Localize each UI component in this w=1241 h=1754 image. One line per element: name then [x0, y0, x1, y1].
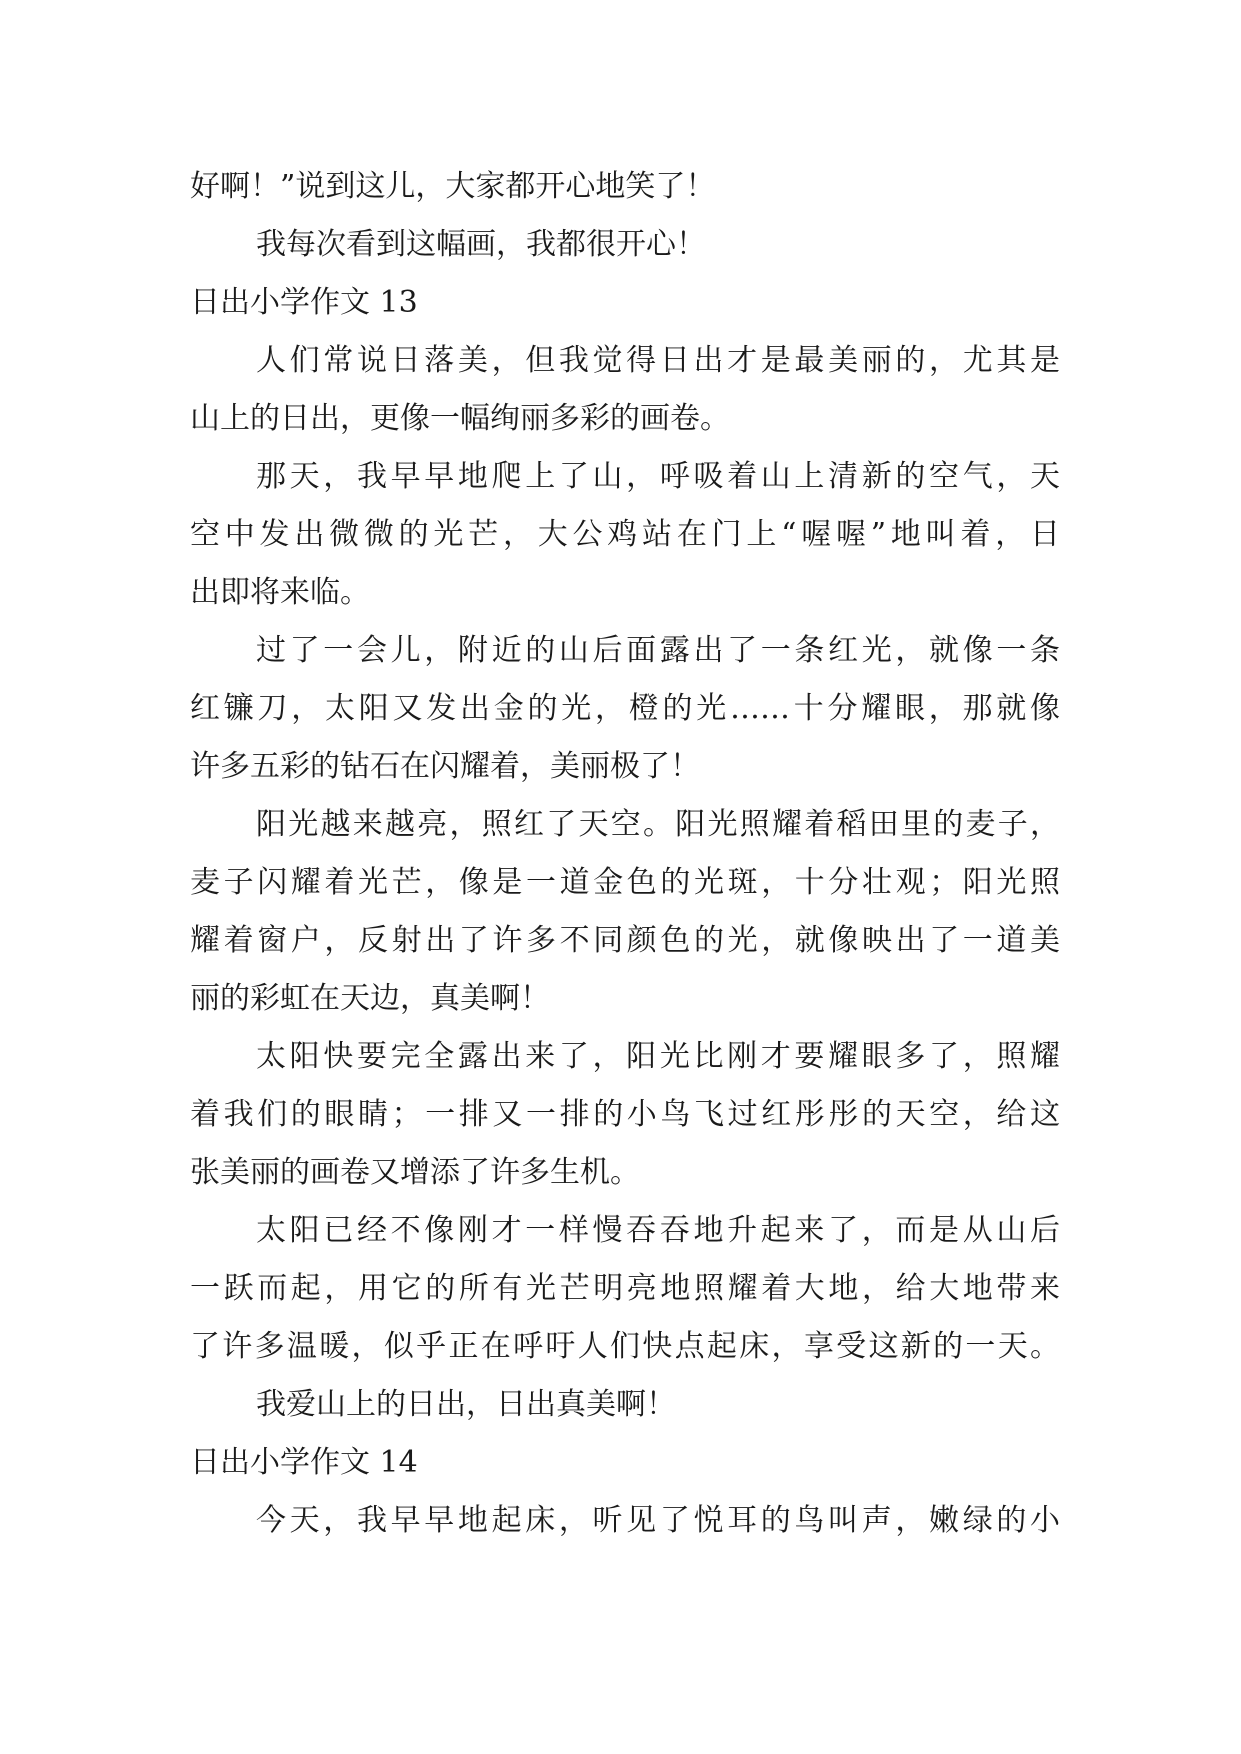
paragraph-line: 着我们的眼睛；一排又一排的小鸟飞过红彤彤的天空，给这 — [190, 1097, 1060, 1132]
paragraph-line: 今天，我早早地起床，听见了悦耳的鸟叫声，嫩绿的小 — [256, 1503, 1060, 1538]
paragraph-line: 太阳已经不像刚才一样慢吞吞地升起来了，而是从山后 — [256, 1213, 1060, 1248]
paragraph-line: 那天，我早早地爬上了山，呼吸着山上清新的空气，天 — [256, 459, 1060, 494]
paragraph-line: 人们常说日落美，但我觉得日出才是最美丽的，尤其是 — [256, 343, 1060, 378]
section-heading: 日出小学作文 13 — [190, 285, 418, 320]
paragraph-line: 张美丽的画卷又增添了许多生机。 — [190, 1155, 640, 1190]
paragraph-line: 红镰刀，太阳又发出金的光，橙的光……十分耀眼，那就像 — [190, 691, 1060, 726]
document-body — [190, 158, 1060, 1550]
paragraph-line: 出即将来临。 — [190, 575, 370, 610]
paragraph-line: 一跃而起，用它的所有光芒明亮地照耀着大地，给大地带来 — [190, 1271, 1060, 1306]
paragraph-line: 阳光越来越亮，照红了天空。阳光照耀着稻田里的麦子， — [256, 807, 1060, 842]
paragraph-line: 我爱山上的日出，日出真美啊！ — [256, 1387, 676, 1422]
paragraph-line: 空中发出微微的光芒，大公鸡站在门上“喔喔”地叫着，日 — [190, 517, 1060, 552]
paragraph-line: 我每次看到这幅画，我都很开心！ — [256, 227, 706, 262]
paragraph-line: 了许多温暖，似乎正在呼吁人们快点起床，享受这新的一天。 — [190, 1329, 1060, 1364]
paragraph-line: 许多五彩的钻石在闪耀着，美丽极了！ — [190, 749, 700, 784]
paragraph-line: 耀着窗户，反射出了许多不同颜色的光，就像映出了一道美 — [190, 923, 1060, 958]
section-heading: 日出小学作文 14 — [190, 1445, 418, 1480]
paragraph-line: 麦子闪耀着光芒，像是一道金色的光斑，十分壮观；阳光照 — [190, 865, 1060, 900]
paragraph-line: 过了一会儿，附近的山后面露出了一条红光，就像一条 — [256, 633, 1060, 668]
paragraph-line: 山上的日出，更像一幅绚丽多彩的画卷。 — [190, 401, 730, 436]
paragraph-line: 太阳快要完全露出来了，阳光比刚才要耀眼多了，照耀 — [256, 1039, 1060, 1074]
paragraph-line: 丽的彩虹在天边，真美啊！ — [190, 981, 550, 1016]
paragraph-line: 好啊！”说到这儿，大家都开心地笑了！ — [190, 169, 716, 204]
